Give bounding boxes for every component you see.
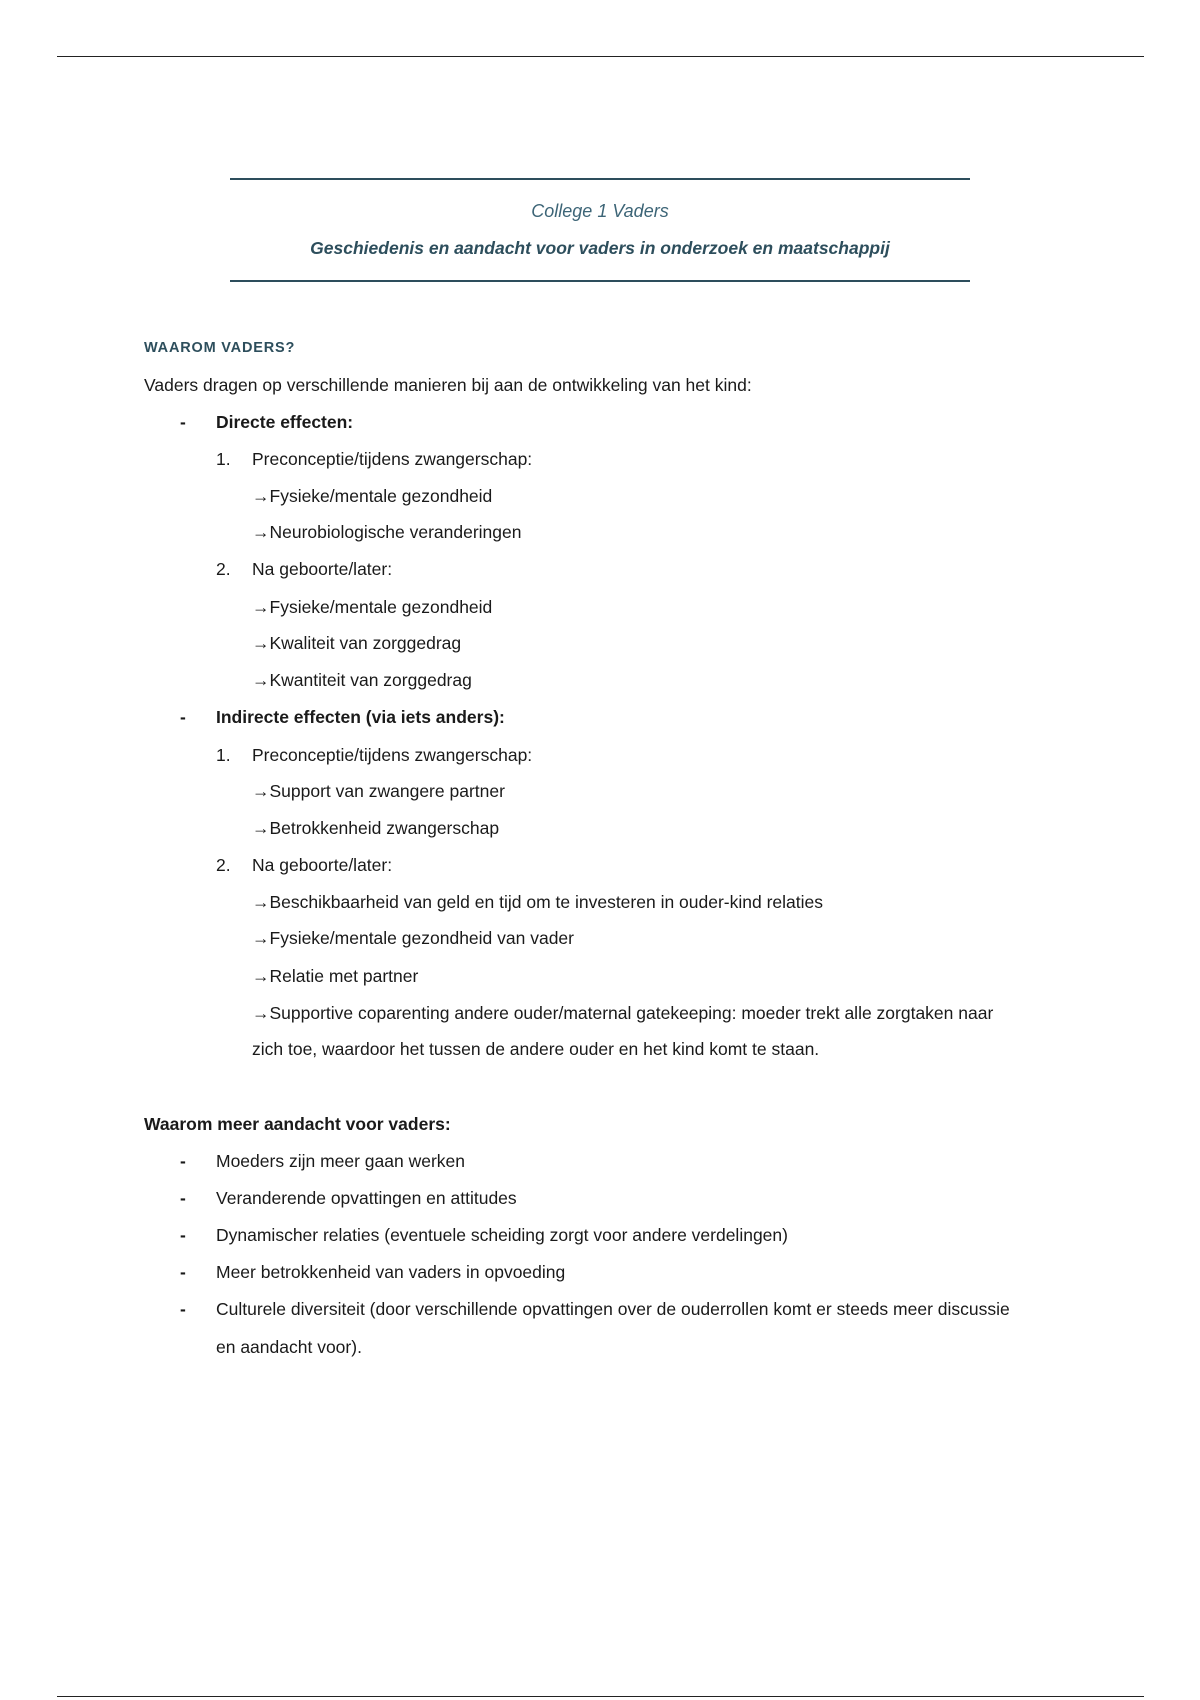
sub-item: →Supportive coparenting andere ouder/maternal gatekeeping: moeder trekt alle zorgtaken naar [252,1003,994,1023]
list-item-text: Veranderende opvattingen en attitudes [216,1188,517,1208]
arrow-icon: → [252,966,270,986]
list-number: 2. [216,855,231,875]
list-item-text: Dynamischer relaties (eventuele scheiding zorgt voor andere verdelingen) [216,1225,788,1245]
bullet-dash: - [180,1262,186,1282]
arrow-icon: → [252,892,270,912]
title-block [230,178,970,282]
sub-item: →Kwantiteit van zorggedrag [252,670,472,690]
sub-item: →Neurobiologische veranderingen [252,522,522,542]
arrow-icon: → [252,597,270,617]
indirect-effects-label: Indirecte effecten (via iets anders): [216,707,505,727]
arrow-icon: → [252,1003,270,1023]
arrow-icon: → [252,633,270,653]
list-item-text: Culturele diversiteit (door verschillende opvattingen over de ouderrollen komt er steeds meer discussie [216,1299,1010,1319]
bullet-dash: - [180,707,186,727]
direct-effects-label: Directe effecten: [216,412,354,432]
list-number: 2. [216,559,231,579]
direct-item-1-label: Preconceptie/tijdens zwangerschap: [252,449,533,469]
sub-item: →Support van zwangere partner [252,781,505,801]
page-bottom-rule [57,1696,1144,1697]
arrow-icon: → [252,486,270,506]
arrow-icon: → [252,522,270,542]
intro-text: Vaders dragen op verschillende manieren bij aan de ontwikkeling van het kind: [144,375,752,395]
list-item-text: Moeders zijn meer gaan werken [216,1151,466,1171]
page-top-rule [57,56,1144,57]
section-heading-meer-aandacht: Waarom meer aandacht voor vaders: [144,1114,451,1134]
bullet-dash: - [180,412,186,432]
arrow-icon: → [252,928,270,948]
indirect-item-1-label: Preconceptie/tijdens zwangerschap: [252,745,533,765]
document-title: College 1 Vaders [531,201,669,221]
sub-item: →Kwaliteit van zorggedrag [252,633,462,653]
sub-item: →Relatie met partner [252,966,419,986]
indirect-item-2-label: Na geboorte/later: [252,855,393,875]
bullet-dash: - [180,1151,186,1171]
sub-item-continuation: zich toe, waardoor het tussen de andere ouder en het kind komt te staan. [252,1039,820,1059]
list-number: 1. [216,745,231,765]
arrow-icon: → [252,818,270,838]
arrow-icon: → [252,781,270,801]
direct-item-2-label: Na geboorte/later: [252,559,393,579]
sub-item: →Fysieke/mentale gezondheid van vader [252,928,574,948]
bullet-dash: - [180,1225,186,1245]
list-item-continuation: en aandacht voor). [216,1337,362,1357]
list-number: 1. [216,449,231,469]
sub-item: →Beschikbaarheid van geld en tijd om te investeren in ouder-kind relaties [252,892,824,912]
document-subtitle: Geschiedenis en aandacht voor vaders in onderzoek en maatschappij [310,238,890,258]
section-heading-waarom-vaders: WAAROM VADERS? [144,340,296,356]
bullet-dash: - [180,1188,186,1208]
list-item-text: Meer betrokkenheid van vaders in opvoeding [216,1262,566,1282]
sub-item: →Fysieke/mentale gezondheid [252,597,493,617]
sub-item: →Fysieke/mentale gezondheid [252,486,493,506]
bullet-dash: - [180,1299,186,1319]
arrow-icon: → [252,670,270,690]
sub-item: →Betrokkenheid zwangerschap [252,818,500,838]
